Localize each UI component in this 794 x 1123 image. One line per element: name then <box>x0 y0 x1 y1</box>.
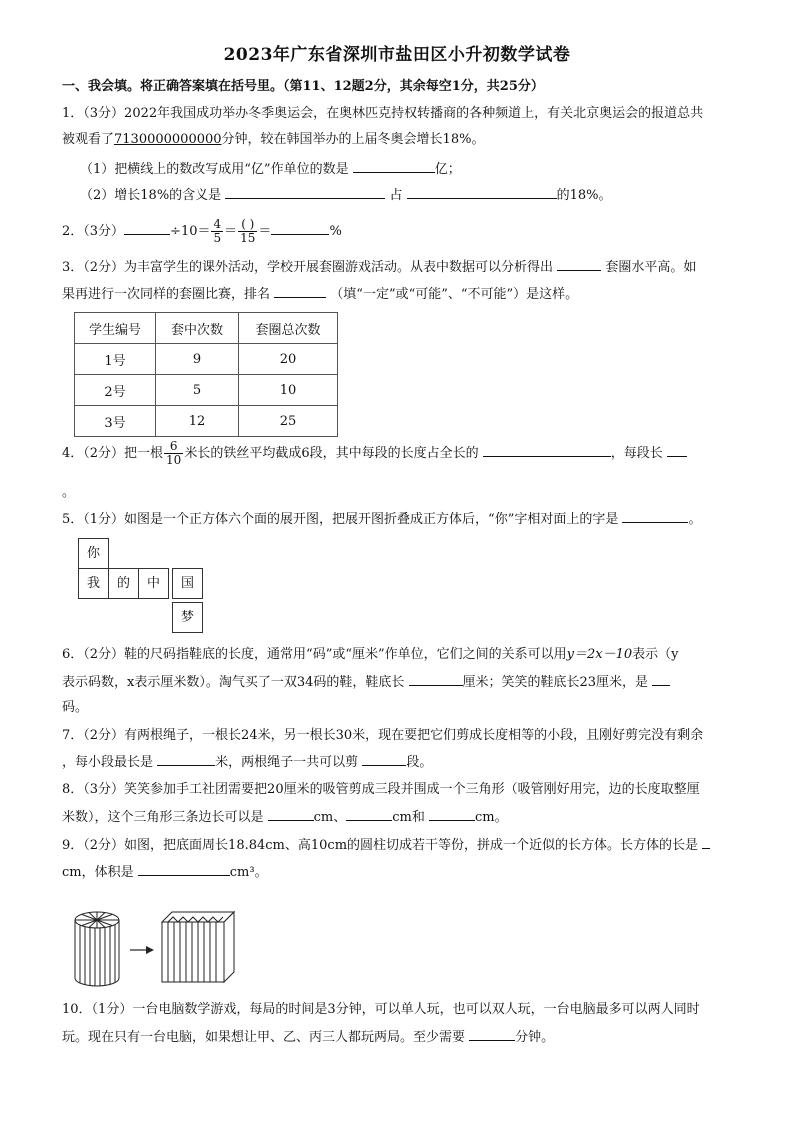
cube-face: 我 <box>78 568 109 599</box>
table-cell: 20 <box>239 344 338 375</box>
q7-line-1: 7．（2分）有两根绳子，一根长24米，另一根长30米，现在要把它们剪成长度相等的小段，且刚好剪完没有剩余 <box>62 728 704 743</box>
table-row <box>75 406 338 437</box>
q3-blank-certainty[interactable] <box>274 285 326 298</box>
cube-face: 的 <box>108 568 139 599</box>
table-cell: 12 <box>156 406 239 437</box>
q5-line: 5．（1分）如图是一个正方体六个面的展开图，把展开图折叠成正方体后，“你”字相对面上的字是 。 <box>62 512 702 527</box>
table-cell: 25 <box>239 406 338 437</box>
q6-blank-size[interactable] <box>652 673 670 686</box>
table-header: 套中次数 <box>156 313 239 344</box>
arrow-right-icon <box>130 946 154 954</box>
q2-line: 2．（3分） ÷10＝ $\frac{4}{5}$ ＝ $\frac{( )}{15}$ ＝ % <box>62 217 342 245</box>
table-row <box>75 375 338 406</box>
q6-blank-cm[interactable] <box>409 673 463 686</box>
q9-blank-volume[interactable] <box>138 863 230 876</box>
q4-line: 4．（2分）把一根 $\frac{6}{10}$ 米长的铁丝平均截成6段，其中每段的长度占全长的 ，每段长 <box>62 440 742 467</box>
q1-sub1-answer-blank[interactable] <box>353 160 435 173</box>
exam-title: 2023年广东省深圳市盐田区小升初数学试卷 <box>223 45 571 65</box>
cube-face: 梦 <box>172 602 203 633</box>
q4-tail: 。 <box>62 485 76 500</box>
cylinder-icon <box>75 912 119 986</box>
q1-line-2: 被观看了7130000000000分钟，较在韩国举办的上届冬奥会增长18%。 <box>62 132 485 147</box>
table-row <box>75 344 338 375</box>
q1-sub2-blank-b[interactable] <box>407 186 557 199</box>
q4-blank-length[interactable] <box>667 444 687 457</box>
q6-line-3: 码。 <box>62 700 89 715</box>
table-cell: 2号 <box>75 375 156 406</box>
q2-blank-dividend[interactable] <box>124 222 170 235</box>
q3-blank-best[interactable] <box>557 258 601 271</box>
q3-line-1: 3．（2分）为丰富学生的课外活动，学校开展套圈游戏活动。从表中数据可以分析得出 套圈水平高。如 <box>62 260 697 275</box>
cuboid-icon <box>162 912 234 982</box>
q10-line-2: 玩。现在只有一台电脑，如果想让甲、乙、丙三人都玩两局。至少需要 分钟。 <box>62 1030 555 1045</box>
q3-score-table <box>74 312 338 437</box>
q2-fraction-4-5: $\frac{4}{5}$ <box>213 217 222 245</box>
q10-blank-minutes[interactable] <box>469 1028 515 1041</box>
q9-line-1: 9．（2分）如图，把底面周长18.84cm、高10cm的圆柱切成若干等份，拼成一个近似的长方体。长方体的长是 <box>62 836 742 855</box>
section-heading: 一、我会填。将正确答案填在括号里。（第11、12题2分，其余每空1分，共25分） <box>62 79 544 94</box>
q7-line-2: ，每小段最长是 米，两根绳子一共可以剪 段。 <box>62 755 433 770</box>
cylinder-to-cuboid-figure <box>70 908 250 994</box>
cube-face: 你 <box>78 538 109 569</box>
q6-line-1: 6．（2分）鞋的尺码指鞋底的长度，通常用“码”或“厘米”作单位，它们之间的关系可以用y＝2x－10表示（y <box>62 647 679 662</box>
q8-blank-side-b[interactable] <box>346 808 392 821</box>
cube-face: 中 <box>138 568 169 599</box>
q4-blank-fraction[interactable] <box>483 444 611 457</box>
q8-line-1: 8．（3分）笑笑参加手工社团需要把20厘米的吸管剪成三段并围成一个三角形（吸管刚好用完，边的长度取整厘 <box>62 782 700 797</box>
q2-blank-percent[interactable] <box>271 222 329 235</box>
q7-blank-length[interactable] <box>157 753 215 766</box>
table-cell: 5 <box>156 375 239 406</box>
q10-line-1: 10．（1分）一台电脑数学游戏，每局的时间是3分钟，可以单人玩，也可以双人玩，一台电脑最多可以两人同时 <box>62 1002 700 1017</box>
table-cell: 3号 <box>75 406 156 437</box>
q6-line-2: 表示码数，x表示厘米数）。淘气买了一双34码的鞋，鞋底长 厘米；笑笑的鞋底长23厘米，是 <box>62 673 742 692</box>
q3-line-2: 果再进行一次同样的套圈比赛，排名 （填“一定”或“可能”、“不可能”）是这样。 <box>62 287 579 302</box>
q8-blank-side-c[interactable] <box>429 808 475 821</box>
table-cell: 1号 <box>75 344 156 375</box>
q8-blank-side-a[interactable] <box>268 808 314 821</box>
q6-formula: y＝2x－10 <box>566 647 633 662</box>
q5-blank[interactable] <box>622 510 688 523</box>
table-header-row <box>75 313 338 344</box>
q1-sub2-blank-a[interactable] <box>225 186 385 199</box>
q2-fraction-blank-15[interactable]: $\frac{( )}{15}$ <box>240 217 256 245</box>
table-header: 学生编号 <box>75 313 156 344</box>
q1-sub-2: （2）增长18%的含义是 占 的18%。 <box>80 188 612 203</box>
table-cell: 10 <box>239 375 338 406</box>
q7-blank-count[interactable] <box>362 753 406 766</box>
table-cell: 9 <box>156 344 239 375</box>
q4-fraction-6-10: $\frac{6}{10}$ <box>166 439 182 467</box>
q8-line-2: 米数），这个三角形三条边长可以是 cm、 cm和 cm。 <box>62 810 508 825</box>
q1-underlined-number: 7130000000000 <box>114 132 222 147</box>
q1-sub-1: （1）把横线上的数改写成用“亿”作单位的数是 亿； <box>80 162 461 177</box>
cube-face: 国 <box>172 568 203 599</box>
q1-line-1: 1．（3分）2022年我国成功举办冬季奥运会，在奥林匹克持权转播商的各种频道上，有关北京奥运会的报道总共 <box>62 106 704 121</box>
table-header: 套圈总次数 <box>239 313 338 344</box>
q9-line-2: cm，体积是 cm³。 <box>62 865 268 880</box>
q9-blank-length[interactable] <box>702 836 710 849</box>
